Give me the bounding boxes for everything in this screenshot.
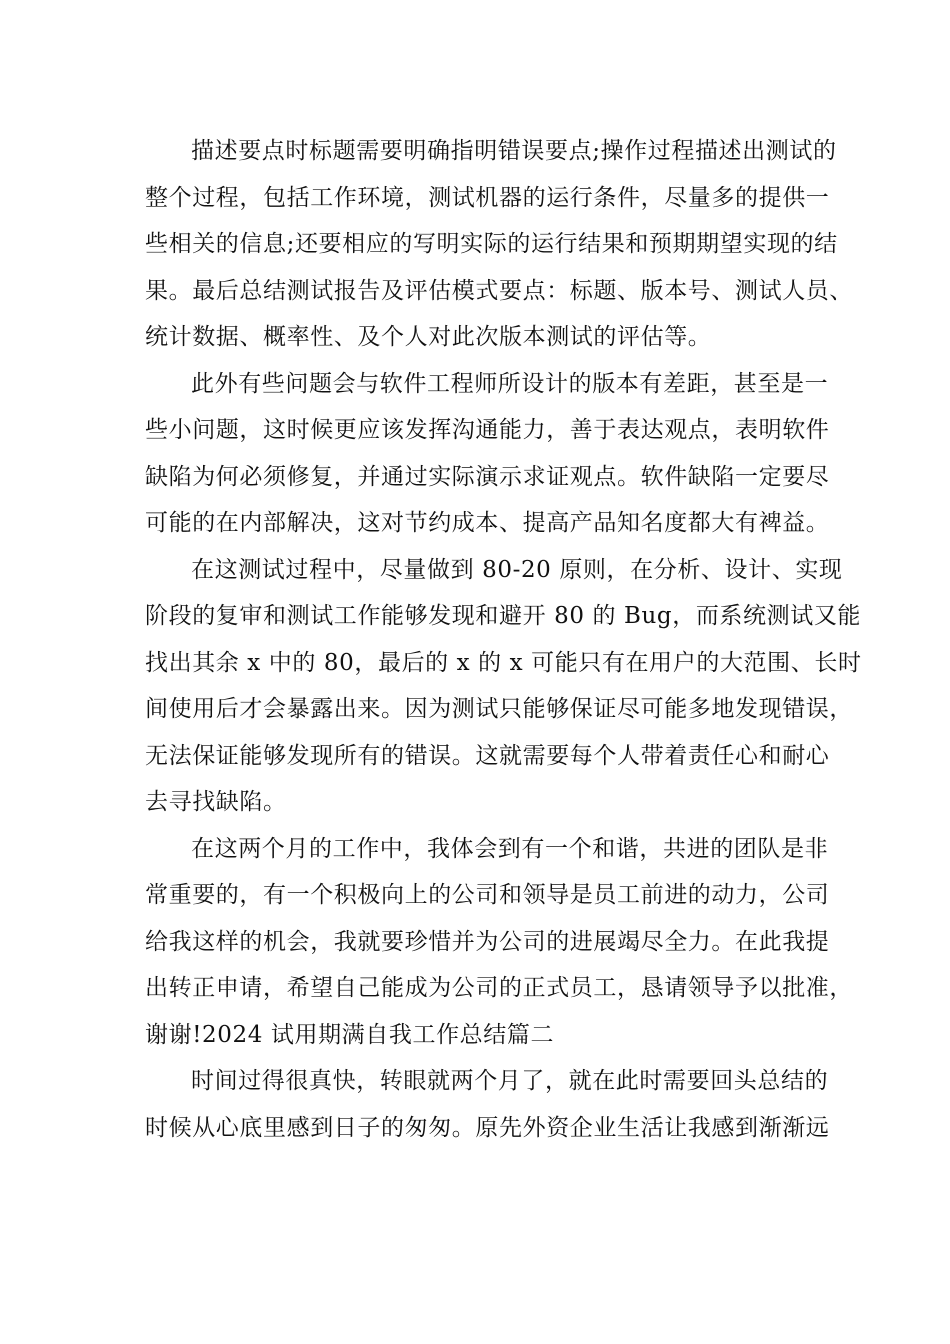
paragraph-line: 给我这样的机会，我就要珍惜并为公司的进展竭尽全力。在此我提 (145, 928, 830, 955)
paragraph-5 (145, 1058, 830, 1151)
paragraph-4 (145, 826, 853, 1059)
paragraph-3 (145, 547, 862, 826)
document-body (145, 128, 862, 1151)
paragraph-line: 些小问题，这时候更应该发挥沟通能力，善于表达观点，表明软件 (145, 417, 830, 443)
paragraph-line: 在这测试过程中，尽量做到 80-20 原则，在分析、设计、实现 (191, 556, 843, 583)
paragraph-line: 时间过得很真快，转眼就两个月了，就在此时需要回头总结的 (191, 1068, 829, 1094)
paragraph-line: 时候从心底里感到日子的匆匆。原先外资企业生活让我感到渐渐远 (145, 1114, 830, 1141)
paragraph-line: 果。最后总结测试报告及评估模式要点：标题、版本号、测试人员、 (145, 277, 853, 304)
paragraph-line: 谢谢!2024 试用期满自我工作总结篇二 (145, 1021, 555, 1048)
paragraph-line: 找出其余 x 中的 80，最后的 x 的 x 可能只有在用户的大范围、长时 (145, 649, 862, 676)
paragraph-line: 整个过程，包括工作环境，测试机器的运行条件，尽量多的提供一 (145, 184, 830, 211)
paragraph-line: 常重要的，有一个积极向上的公司和领导是员工前进的动力，公司 (145, 882, 830, 908)
paragraph-line: 些相关的信息;还要相应的写明实际的运行结果和预期期望实现的结 (145, 231, 838, 257)
paragraph-line: 可能的在内部解决，这对节约成本、提高产品知名度都大有裨益。 (145, 510, 830, 536)
paragraph-line: 缺陷为何必须修复，并通过实际演示求证观点。软件缺陷一定要尽 (145, 463, 830, 490)
paragraph-line: 无法保证能够发现所有的错误。这就需要每个人带着责任心和耐心 (145, 742, 830, 769)
paragraph-2 (145, 361, 830, 547)
paragraph-line: 出转正申请，希望自己能成为公司的正式员工，恳请领导予以批准， (145, 975, 853, 1001)
paragraph-line: 此外有些问题会与软件工程师所设计的版本有差距，甚至是一 (191, 370, 829, 397)
paragraph-line: 去寻找缺陷。 (145, 789, 287, 815)
paragraph-line: 描述要点时标题需要明确指明错误要点;操作过程描述出测试的 (191, 138, 837, 164)
paragraph-1 (145, 128, 853, 361)
paragraph-line: 统计数据、概率性、及个人对此次版本测试的评估等。 (145, 324, 712, 350)
paragraph-line: 在这两个月的工作中，我体会到有一个和谐，共进的团队是非 (191, 835, 829, 862)
paragraph-line: 间使用后才会暴露出来。因为测试只能够保证尽可能多地发现错误， (145, 696, 853, 722)
paragraph-line: 阶段的复审和测试工作能够发现和避开 80 的 Bug，而系统测试又能 (145, 603, 862, 629)
